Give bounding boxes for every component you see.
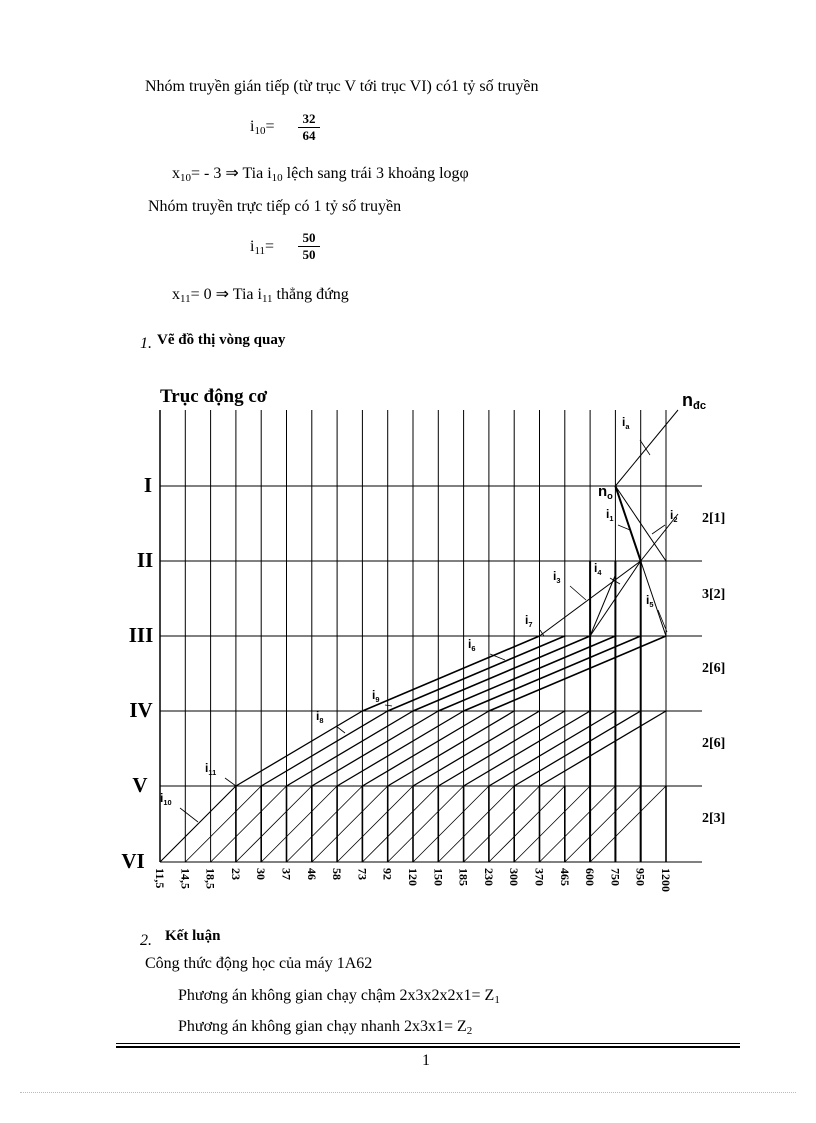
- i10-denominator: 64: [302, 128, 316, 143]
- speed-label-16: 465: [557, 868, 572, 886]
- section1-number: 1.: [140, 335, 152, 352]
- shaft-label-III: III: [128, 623, 154, 647]
- ray-iii-iv-1: [388, 636, 565, 711]
- ray-iv-v-4: [337, 711, 464, 786]
- intro-direct-group: Nhóm truyền trực tiếp có 1 tỷ số truyền: [148, 198, 402, 215]
- ray-v-vi-19: [565, 786, 641, 862]
- ray-iv-v-9: [464, 711, 590, 786]
- diagram-title: Trục động cơ: [160, 386, 268, 407]
- ray-label-i2: $i_2$: [670, 508, 678, 524]
- speed-label-17: 600: [583, 868, 598, 886]
- ray-v-vi-17: [514, 786, 590, 862]
- ray-label-i10: $i_{10}$: [160, 791, 172, 807]
- shaft-label-VI: VI: [121, 849, 145, 873]
- speed-label-10: 120: [406, 868, 420, 886]
- ray-iv-v-0: [236, 711, 363, 786]
- shaft-label-V: V: [132, 773, 148, 797]
- group-label-2: 2[6]: [702, 661, 726, 676]
- ray-label-i5: $i_5$: [646, 593, 654, 609]
- speed-label-4: 30: [254, 868, 269, 880]
- speed-label-13: 230: [481, 868, 496, 886]
- ray-v-vi-18: [540, 786, 616, 862]
- group-label-3: 2[6]: [702, 736, 726, 751]
- speed-label-19: 950: [633, 868, 648, 886]
- ray-leader-i11: [225, 778, 236, 786]
- speed-label-8: 73: [355, 868, 370, 880]
- ray-label-ia: $i_a$: [622, 415, 630, 431]
- speed-label-12: 185: [456, 868, 471, 886]
- group-label-0: 2[1]: [702, 511, 726, 526]
- ray-i4-b: [590, 575, 615, 636]
- ray-iv-v-5: [362, 711, 489, 786]
- motor-speed-label: nđc: [682, 390, 707, 412]
- ray-iv-v-3: [312, 711, 439, 786]
- conclusion-fast: Phương án không gian chạy nhanh $2x3x1= Z_2$: [178, 1018, 473, 1037]
- footer-rule-bottom: [116, 1046, 740, 1048]
- ray-label-i4: $i_4$: [594, 561, 602, 577]
- ray-iii-iv-5: [489, 636, 666, 711]
- ray-v-vi-20: [590, 786, 666, 862]
- ray-v-vi-12: [388, 786, 464, 862]
- ray-v-vi-4: [185, 786, 261, 862]
- ray-iv-v-7: [413, 711, 540, 786]
- speed-label-5: 37: [279, 868, 294, 880]
- ray-leader-ia: [640, 440, 650, 455]
- ray-iv-v-10: [489, 711, 616, 786]
- i11-formula: $i_{11}=$: [250, 238, 275, 257]
- ray-label-i11: $i_{11}$: [205, 761, 217, 777]
- conclusion-slow: Phương án không gian chạy chậm $2x3x2x2x1= Z_1$: [178, 987, 500, 1006]
- ray-label-i3: $i_3$: [553, 569, 561, 585]
- diagram-grid: [160, 410, 702, 862]
- ray-v-vi-9: [312, 786, 388, 862]
- shaft-label-I: I: [143, 473, 153, 497]
- i10-numerator: 32: [298, 111, 320, 128]
- ray-iii-iv-4: [464, 636, 641, 711]
- speed-label-3: 23: [228, 868, 243, 880]
- ray-v-vi-7: [261, 786, 337, 862]
- section2-title: Kết luận: [165, 928, 221, 944]
- speed-label-20: 1200: [659, 868, 673, 892]
- speed-label-6: 46: [304, 868, 319, 880]
- section2-number: 2.: [140, 932, 152, 949]
- ray-v-vi-10: [337, 786, 413, 862]
- ray-v-vi-15: [464, 786, 540, 862]
- spindle-base-label: $n_o$: [598, 483, 613, 501]
- ray-label-i1: $i_1$: [606, 507, 614, 523]
- speed-label-0: 11,5: [153, 868, 167, 889]
- ray-iii-iv-0: [362, 636, 539, 711]
- ray-v-vi-14: [438, 786, 514, 862]
- speed-label-1: 14,5: [178, 868, 193, 889]
- ray-v-vi-11: [362, 786, 438, 862]
- ray-label-i8: $i_8$: [316, 709, 324, 725]
- speed-label-2: 18,5: [203, 868, 218, 889]
- ray-i5: [641, 561, 666, 636]
- ray-iv-v-6: [388, 711, 515, 786]
- ray-label-i7: $i_7$: [525, 613, 533, 629]
- ray-v-vi-5: [211, 786, 287, 862]
- ray-iv-v-8: [438, 711, 565, 786]
- ray-v-vi-13: [413, 786, 489, 862]
- speed-label-15: 370: [532, 868, 547, 886]
- i11-denominator: 50: [302, 247, 316, 262]
- ray-leader-i6: [490, 654, 505, 660]
- ray-leader-i9: [385, 705, 392, 706]
- i11-numerator: 50: [298, 230, 320, 247]
- speed-label-9: 92: [380, 868, 395, 880]
- ray-iv-v-1: [261, 711, 388, 786]
- ray-i1: [615, 486, 640, 561]
- group-label-1: 3[2]: [702, 587, 726, 602]
- shaft-label-II: II: [136, 548, 154, 572]
- group-label-4: 2[3]: [702, 811, 726, 826]
- ray-label-i9: $i_9$: [372, 688, 380, 704]
- ray-leader-i3: [570, 586, 586, 600]
- speed-label-11: 150: [431, 868, 446, 886]
- page-edge: [20, 1092, 796, 1093]
- ray-v-vi-16: [489, 786, 565, 862]
- shaft-label-IV: IV: [129, 698, 153, 722]
- ray-iv-v-11: [514, 711, 641, 786]
- conclusion-formula: Công thức động học của máy 1A62: [145, 955, 373, 972]
- ray-iv-v-12: [540, 711, 667, 786]
- ray-iii-iv-3: [438, 636, 615, 711]
- x11-line: $x_{11}= 0$ ⇒ Tia $i_{11}$ thẳng đứng: [172, 286, 349, 305]
- x10-line: $x_{10}= - 3$ ⇒ Tia $i_{10}$ lệch sang trái 3 khoảng logφ: [172, 165, 469, 184]
- ray-iii-iv-2: [413, 636, 590, 711]
- speed-label-18: 750: [608, 868, 623, 886]
- intro-indirect-group: Nhóm truyền gián tiếp (từ trục V tới trục VI) có1 tỷ số truyền: [145, 78, 539, 95]
- ray-leader-i10: [180, 808, 198, 822]
- ray-v-vi-6: [236, 786, 312, 862]
- speed-label-14: 300: [507, 868, 522, 886]
- ray-label-i6: $i_6$: [468, 637, 476, 653]
- speed-label-7: 58: [330, 868, 345, 880]
- ray-iv-v-2: [287, 711, 414, 786]
- section1-title: Vẽ đồ thị vòng quay: [157, 332, 286, 348]
- footer-rule-top: [116, 1043, 740, 1044]
- page-number: 1: [422, 1052, 430, 1069]
- i10-formula: $i_{10}=$: [250, 118, 275, 137]
- ray-v-vi-8: [287, 786, 363, 862]
